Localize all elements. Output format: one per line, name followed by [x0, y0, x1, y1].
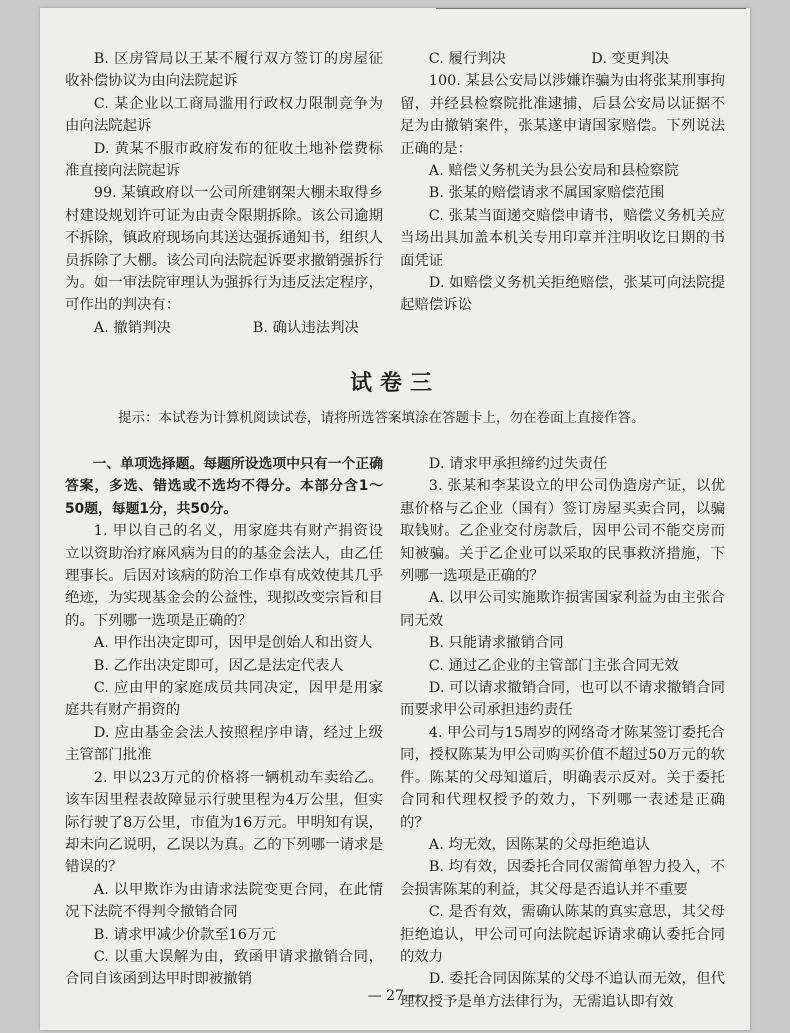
question-2: 2. 甲以23万元的价格将一辆机动车卖给乙。该车因里程表故障显示行驶里程为4万公里，但实际行驶了8万公里，市值为16万元。甲明知有误，却未向乙说明，乙误以为真。乙的下列哪一请求是错误的？ — [65, 769, 383, 876]
question-99: 99. 某镇政府以一公司所建钢架大棚未取得乡村建设规划许可证为由责令限期拆除。该公司逾期不拆除，镇政府现场向其送达强拆通知书，组织人员拆除了大棚。该公司向法院起诉要求撤销强拆行为。如一审法院审理认为强拆行为违反法定程序，可作出的判决有： — [65, 185, 383, 314]
option-c: C. 履行判决 — [428, 51, 507, 67]
option-a: A. 撤销判决 — [93, 319, 171, 336]
paragraph: D. 委托合同因陈某的父母不追认而无效，但代理权授予是单方法律行为，无需追认即有效 — [400, 971, 725, 1010]
paragraph: A. 赔偿义务机关为县公安局和县检察院 — [428, 163, 679, 180]
paragraph: B. 只能请求撤销合同 — [428, 635, 564, 652]
paragraph: A. 甲作出决定即可，因甲是创始人和出资人 — [93, 635, 373, 652]
paragraph: D. 应由基金会法人按照程序申请，经过上级主管部门批准 — [65, 724, 383, 764]
document-page — [40, 8, 750, 1030]
paragraph: A. 均无效，因陈某的父母拒绝追认 — [428, 836, 650, 853]
question-3: 3. 张某和李某设立的甲公司伪造房产证，以优惠价格与乙企业（国有）签订房屋买卖合同，以骗取钱财。乙企业交付房款后，因甲公司不能交房而知被骗。关于乙企业可以采取的民事救济措施，下列哪一选项是正确的？ — [400, 478, 725, 585]
paragraph: D. 黄某不服市政府发布的征收土地补偿费标准直接向法院起诉 — [65, 140, 383, 180]
q99-options — [65, 317, 383, 339]
instruction-tip: 提示：本试卷为计算机阅读试卷，请将所选答案填涂在答题卡上，勿在卷面上直接作答。 — [118, 410, 645, 426]
column-bottom-left — [65, 453, 383, 991]
column-top-right — [400, 48, 725, 317]
column-top-left — [65, 48, 383, 339]
paragraph: C. 张某当面递交赔偿申请书，赔偿义务机关应当场出具加盖本机关专用印章并注明收讫日期的书面凭证 — [400, 207, 725, 269]
paragraph: B. 请求甲减少价款至16万元 — [93, 926, 276, 943]
paragraph: D. 可以请求撤销合同，也可以不请求撤销合同而要求甲公司承担违约责任 — [400, 680, 725, 719]
paragraph: B. 均有效，因委托合同仅需简单智力投入，不会损害陈某的利益，其父母是否追认并不重要 — [400, 859, 725, 898]
paragraph: C. 以重大误解为由，致函甲请求撤销合同，合同自该函到达甲时即被撤销 — [65, 948, 383, 988]
paper-title: 试卷三 — [349, 371, 440, 396]
paragraph: B. 张某的赔偿请求不属国家赔偿范围 — [428, 185, 665, 202]
q99-options-cont — [400, 48, 725, 70]
page-number: — 27 — — [367, 988, 423, 1004]
paragraph: A. 以甲公司实施欺诈损害国家利益为由主张合同无效 — [400, 590, 725, 629]
paragraph: C. 通过乙企业的主管部门主张合同无效 — [428, 657, 679, 674]
paragraph: C. 是否有效，需确认陈某的真实意思，其父母拒绝追认，甲公司可向法院起诉请求确认委托合同的效力 — [400, 904, 725, 965]
paragraph: C. 应由甲的家庭成员共同决定，因甲是用家庭共有财产捐资的 — [65, 680, 383, 719]
paragraph: D. 如赔偿义务机关拒绝赔偿，张某可向法院提起赔偿诉讼 — [400, 275, 725, 314]
option-b: B. 确认违法判决 — [252, 319, 359, 336]
question-1: 1. 甲以自己的名义，用家庭共有财产捐资设立以资助治疗麻风病为目的的基金会法人，由乙任理事长。后因对该病的防治工作卓有成效使其几乎绝迹，为实现基金会的公益性，现拟改变宗旨和目的。下列哪一选项是正确的？ — [65, 523, 383, 629]
paragraph: A. 以甲欺诈为由请求法院变更合同，在此情况下法院不得判令撤销合同 — [65, 881, 383, 921]
top-rule — [436, 8, 746, 9]
paragraph: B. 区房管局以王某不履行双方签订的房屋征收补偿协议为由向法院起诉 — [65, 51, 383, 90]
section-heading: 一、单项选择题。每题所设选项中只有一个正确答案，多选、错选或不选均不得分。本部分含1～50题，每题1分，共50分。 — [65, 456, 383, 517]
question-100: 100. 某县公安局以涉嫌诈骗为由将张某刑事拘留，并经县检察院批准逮捕，后县公安局以证据不足为由撤销案件，张某遂申请国家赔偿。下列说法正确的是： — [400, 73, 725, 157]
paragraph: D. 请求甲承担缔约过失责任 — [428, 456, 608, 472]
paragraph: B. 乙作出决定即可，因乙是法定代表人 — [93, 657, 344, 674]
option-d: D. 变更判决 — [591, 51, 670, 67]
column-bottom-right — [400, 453, 725, 1013]
paragraph: C. 某企业以工商局滥用行政权力限制竞争为由向法院起诉 — [65, 95, 383, 135]
question-4: 4. 甲公司与15周岁的网络奇才陈某签订委托合同，授权陈某为甲公司购买价值不超过50万元的软件。陈某的父母知道后，明确表示反对。关于委托合同和代理权授予的效力，下列哪一表述是正确的？ — [400, 724, 725, 831]
